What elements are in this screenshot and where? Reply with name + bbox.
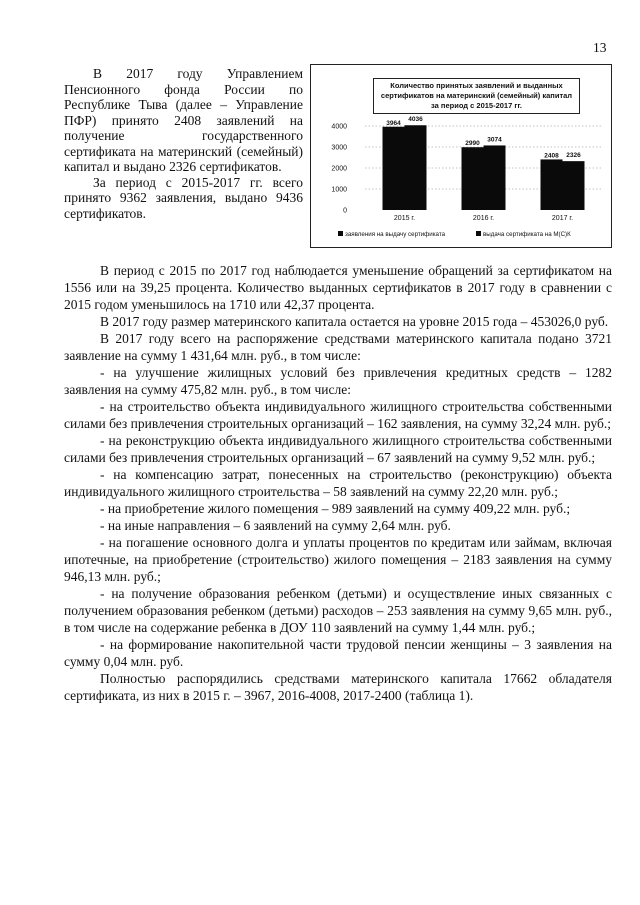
bar — [563, 161, 585, 210]
intro-paragraph: В 2017 году Управлением Пенсионного фонда России по Республике Тыва (далее – Управление ПФР) принято 2408 заявлений на получение государственного сертификата на материнский (семейный) капитал и выдано 2326 сертификатов. — [64, 66, 303, 174]
y-tick-label: 1000 — [331, 186, 347, 194]
body-paragraph: В 2017 году всего на распоряжение средствами материнского капитала подано 3721 заявление на сумму 1 431,64 млн. руб., в том числе: — [64, 331, 612, 363]
legend-label: заявления на выдачу сертификата — [345, 231, 446, 238]
y-tick-label: 0 — [343, 207, 347, 215]
bar — [541, 159, 563, 210]
data-label: 2408 — [544, 152, 559, 160]
bar — [383, 127, 405, 210]
y-tick-label: 2000 — [331, 165, 347, 173]
body-text — [64, 262, 612, 704]
intro-text — [64, 66, 303, 221]
page-number: 13 — [593, 40, 607, 55]
body-paragraph: - на погашение основного долга и уплаты процентов по кредитам или займам, включая ипотечные, на приобретение (строительство) жилого помещения – 2183 заявления на сумму 946,13 млн. руб.; — [64, 535, 612, 584]
body-paragraph: - на строительство объекта индивидуального жилищного строительства собственными силами без привлечения строительных организаций – 162 заявления, на сумму 32,24 млн. руб.; — [64, 399, 612, 431]
y-tick-label: 4000 — [331, 123, 347, 131]
data-label: 2990 — [465, 140, 480, 148]
data-label: 4036 — [408, 116, 423, 124]
body-paragraph: - на улучшение жилищных условий без привлечения кредитных средств – 1282 заявления на сумму 475,82 млн. руб., в том числе: — [64, 365, 612, 397]
x-tick-label: 2016 г. — [472, 215, 495, 222]
data-label: 3964 — [386, 119, 401, 127]
legend-swatch — [476, 231, 481, 236]
bar — [462, 147, 484, 210]
legend-swatch — [338, 231, 343, 236]
data-label: 2326 — [566, 152, 581, 160]
y-tick-label: 3000 — [331, 144, 347, 152]
body-paragraph: В 2017 году размер материнского капитала остается на уровне 2015 года – 453026,0 руб. — [100, 314, 609, 329]
body-paragraph: - на приобретение жилого помещения – 989 заявлений на сумму 409,22 млн. руб.; — [100, 501, 571, 516]
body-paragraph: - на получение образования ребенком (детьми) и осуществление иных связанных с получением образования ребенком (детьми) расходов – 253 заявления на сумму 9,65 млн. руб., в том числе на содержание ребенка в ДОУ 110 заявлений на сумму 1,44 млн. руб.; — [64, 586, 612, 635]
body-paragraph: В период с 2015 по 2017 год наблюдается уменьшение обращений за сертификатом на 1556 или на 39,25 процента. Количество выданных сертификатов в 2017 году в сравнении с 2015 годом уменьшилось на 1710 или 42,37 процента. — [64, 263, 612, 312]
chart-title: Количество принятых заявлений и выданных сертификатов на материнский (семейный) капитал за период с 2015-2017 гг. — [373, 78, 580, 114]
body-paragraph: - на формирование накопительной части трудовой пенсии женщины – 3 заявления на сумму 0,04 млн. руб. — [64, 637, 612, 669]
bar-chart — [310, 64, 612, 248]
bar — [405, 125, 427, 210]
x-tick-label: 2015 г. — [393, 215, 416, 222]
body-paragraph: Полностью распорядились средствами материнского капитала 17662 обладателя сертификата, из них в 2015 г. – 3967, 2016-4008, 2017-2400 (таблица 1). — [64, 671, 612, 703]
body-paragraph: - на реконструкцию объекта индивидуального жилищного строительства собственными силами без привлечения строительных организаций – 67 заявлений на сумму 9,52 млн. руб.; — [64, 433, 612, 465]
intro-paragraph: За период с 2015-2017 гг. всего принято 9362 заявления, выдано 9436 сертификатов. — [64, 174, 303, 221]
body-paragraph: - на иные направления – 6 заявлений на сумму 2,64 млн. руб. — [100, 518, 451, 533]
x-tick-label: 2017 г. — [551, 215, 574, 222]
bar — [484, 145, 506, 210]
data-label: 3074 — [487, 136, 502, 144]
legend-label: выдача сертификата на М(С)К — [483, 231, 571, 238]
body-paragraph: - на компенсацию затрат, понесенных на строительство (реконструкцию) объекта индивидуального жилищного строительства – 58 заявлений на сумму 22,20 млн. руб.; — [64, 467, 612, 499]
